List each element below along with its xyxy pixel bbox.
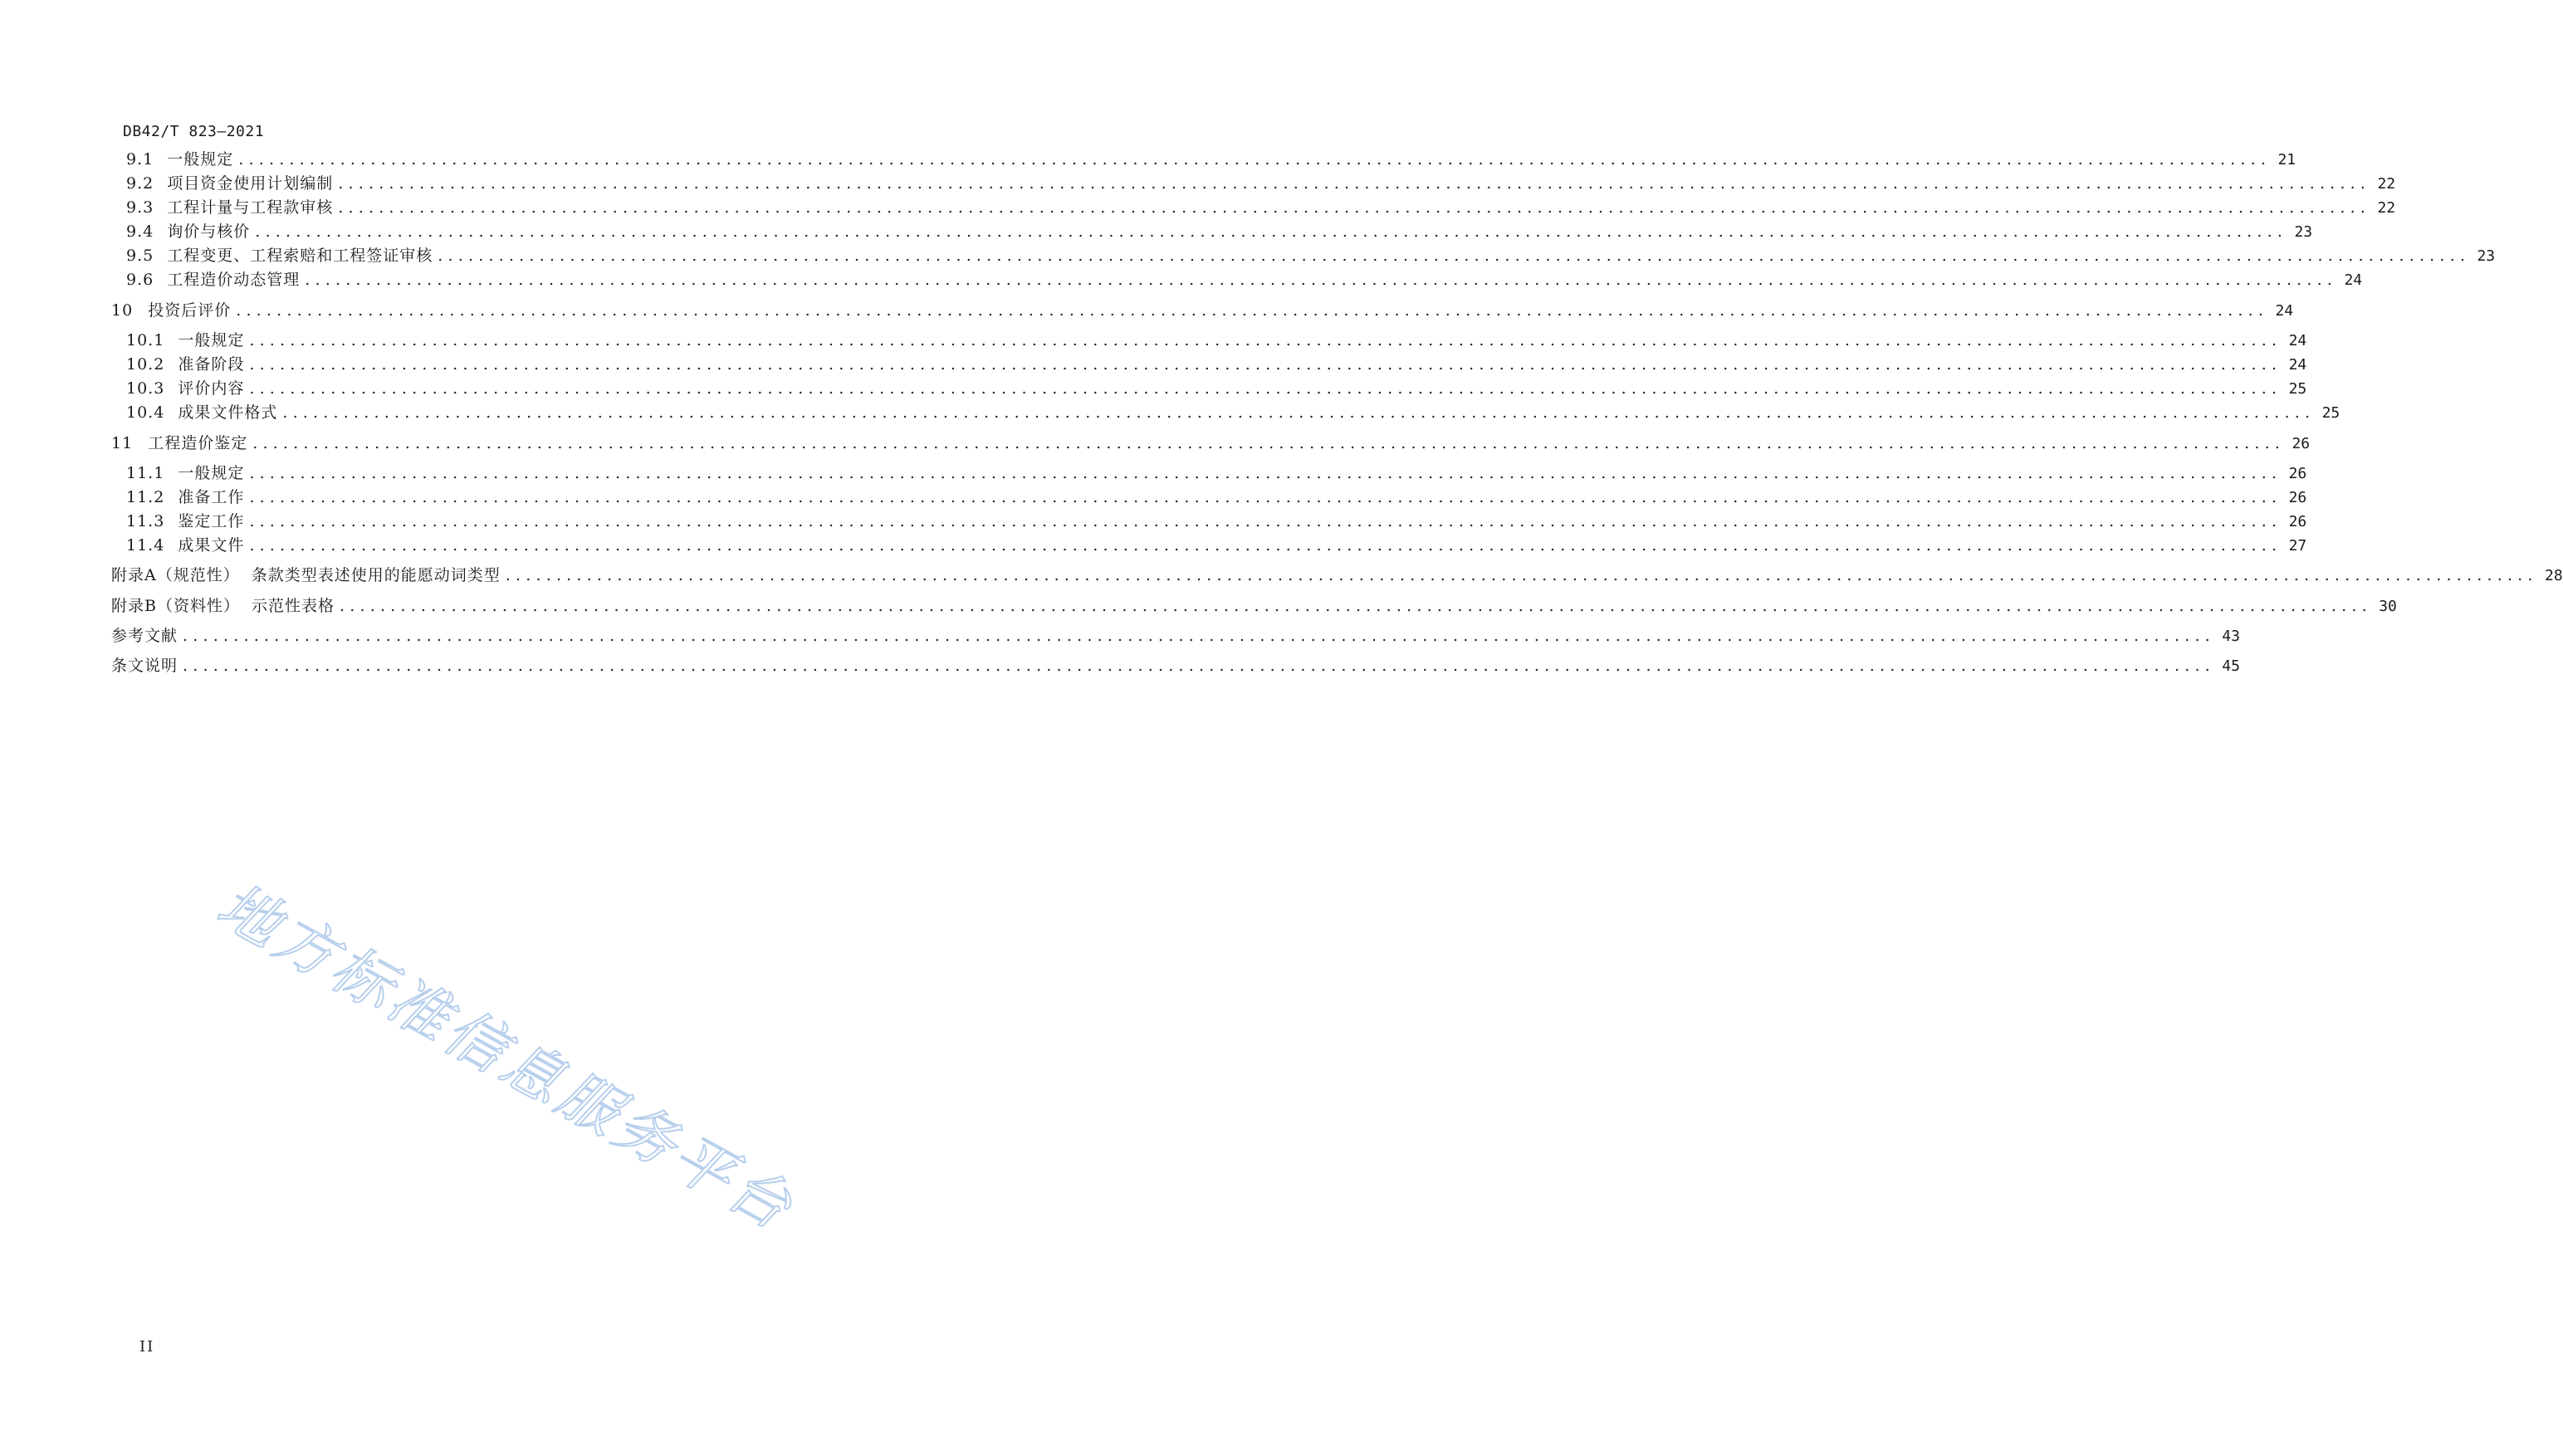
toc-entry-title: 投资后评价: [148, 301, 232, 320]
toc-entry[interactable]: [126, 376, 2307, 401]
toc-leader-dots: ........................................................................................................................................................................................................: [505, 566, 2538, 584]
toc-leader-dots: ........................................................................................................................................................................................................: [338, 174, 2371, 193]
toc-entry-title: 条文说明: [111, 657, 179, 675]
toc-leader-dots: ........................................................................................................................................................................................................: [305, 271, 2338, 289]
toc-entry-title: 成果文件格式: [178, 403, 278, 422]
toc-entry-number: 附录A（规范性）: [111, 566, 240, 584]
toc-entry-page: 26: [2288, 465, 2307, 482]
toc-entry-page: 24: [2344, 271, 2363, 289]
document-code: DB42/T 823—2021: [123, 123, 265, 140]
toc-leader-dots: ........................................................................................................................................................................................................: [249, 355, 2282, 374]
toc-entry[interactable]: [111, 563, 2563, 588]
toc-entry-number: 11.4: [126, 536, 165, 555]
toc-entry-title: 成果文件: [178, 536, 245, 555]
toc-entry[interactable]: [126, 328, 2307, 353]
toc-entry[interactable]: [126, 171, 2396, 196]
toc-entry-page: 24: [2288, 356, 2307, 374]
toc-leader-dots: ........................................................................................................................................................................................................: [339, 597, 2372, 615]
toc-entry-title: 参考文献: [111, 627, 179, 645]
toc-entry-title: 评价内容: [178, 379, 245, 398]
toc-leader-dots: ........................................................................................................................................................................................................: [238, 150, 2272, 169]
toc-entry-title: 工程造价动态管理: [167, 271, 301, 289]
toc-leader-dots: ........................................................................................................................................................................................................: [249, 331, 2282, 349]
toc-entry-page: 22: [2377, 175, 2396, 193]
toc-entry-number: 附录B（资料性）: [111, 597, 240, 615]
toc-entry-title: 一般规定: [178, 464, 245, 482]
toc-entry-page: 23: [2294, 223, 2313, 241]
toc-entry-page: 22: [2377, 199, 2396, 217]
toc-entry[interactable]: [126, 267, 2363, 292]
toc-entry-number: 10.3: [126, 379, 165, 398]
toc-entry-page: 24: [2288, 332, 2307, 349]
toc-entry[interactable]: [111, 431, 2311, 456]
toc-entry-page: 27: [2288, 537, 2307, 555]
page-number: II: [139, 1338, 155, 1356]
toc-entry-page: 43: [2222, 628, 2240, 645]
toc-entry-number: 11.3: [126, 512, 165, 530]
toc-entry-page: 26: [2288, 513, 2307, 530]
toc-entry-page: 26: [2292, 435, 2311, 452]
toc-entry-number: 9.2: [126, 174, 154, 193]
toc-entry[interactable]: [126, 195, 2396, 220]
toc-entry-title: 示范性表格: [251, 597, 335, 615]
toc-entry-title: 条款类型表述使用的能愿动词类型: [251, 566, 501, 584]
toc-leader-dots: ........................................................................................................................................................................................................: [183, 657, 2215, 675]
toc-leader-dots: ........................................................................................................................................................................................................: [249, 536, 2282, 555]
toc-leader-dots: ........................................................................................................................................................................................................: [338, 198, 2371, 217]
toc-entry-title: 鉴定工作: [178, 512, 245, 530]
toc-entry[interactable]: [126, 485, 2307, 510]
toc-leader-dots: ........................................................................................................................................................................................................: [249, 512, 2282, 530]
toc-entry-page: 45: [2222, 657, 2240, 675]
toc-leader-dots: ........................................................................................................................................................................................................: [282, 403, 2316, 422]
toc-entry[interactable]: [126, 147, 2296, 172]
toc-leader-dots: ........................................................................................................................................................................................................: [236, 301, 2269, 320]
toc-entry-title: 准备工作: [178, 488, 245, 506]
toc-entry-number: 9.3: [126, 198, 154, 217]
toc-entry-title: 一般规定: [167, 150, 234, 169]
toc-entry-number: 11: [111, 434, 134, 452]
toc-entry[interactable]: [126, 219, 2313, 244]
toc-entry-number: 11.2: [126, 488, 165, 506]
toc-entry[interactable]: [126, 400, 2340, 425]
toc-entry-number: 9.4: [126, 222, 154, 241]
toc-entry-number: 10.1: [126, 331, 165, 349]
toc-leader-dots: ........................................................................................................................................................................................................: [252, 434, 2286, 452]
toc-entry-page: 25: [2288, 380, 2307, 398]
toc-entry[interactable]: [126, 243, 2496, 268]
toc-entry-page: 23: [2477, 247, 2496, 265]
toc-entry[interactable]: [126, 461, 2307, 486]
toc-entry[interactable]: [126, 352, 2307, 377]
toc-entry[interactable]: [126, 533, 2307, 558]
toc-entry-number: 9.5: [126, 247, 154, 265]
toc-entry-page: 24: [2275, 302, 2294, 320]
toc-leader-dots: ........................................................................................................................................................................................................: [249, 464, 2282, 482]
toc-entry-number: 10.2: [126, 355, 165, 374]
toc-entry[interactable]: [126, 509, 2307, 534]
toc-entry-page: 21: [2277, 151, 2296, 169]
toc-entry[interactable]: [111, 623, 2240, 648]
toc-entry[interactable]: [111, 298, 2294, 323]
toc-entry-number: 10.4: [126, 403, 165, 422]
toc-entry-title: 工程计量与工程款审核: [167, 198, 334, 217]
toc-entry-page: 25: [2321, 404, 2340, 422]
toc-entry-title: 工程变更、工程索赔和工程签证审核: [167, 247, 433, 265]
toc-entry-page: 30: [2379, 598, 2397, 615]
toc-entry-title: 项目资金使用计划编制: [167, 174, 334, 193]
watermark: [177, 838, 824, 1297]
toc-entry-title: 工程造价鉴定: [148, 434, 248, 452]
toc-entry-title: 询价与核价: [167, 222, 251, 241]
toc-entry-number: 10: [111, 301, 134, 320]
toc-entry-page: 26: [2288, 489, 2307, 506]
toc-entry[interactable]: [111, 653, 2240, 678]
toc-entry-title: 一般规定: [178, 331, 245, 349]
toc-leader-dots: ........................................................................................................................................................................................................: [249, 488, 2282, 506]
toc-entry-number: 9.1: [126, 150, 154, 169]
watermark-text: 地方标准信息服务平台: [206, 869, 807, 1245]
toc-leader-dots: ........................................................................................................................................................................................................: [438, 247, 2471, 265]
toc-entry-number: 9.6: [126, 271, 154, 289]
toc-entry-number: 11.1: [126, 464, 165, 482]
toc-leader-dots: ........................................................................................................................................................................................................: [183, 627, 2215, 645]
toc-leader-dots: ........................................................................................................................................................................................................: [255, 222, 2288, 241]
toc-leader-dots: ........................................................................................................................................................................................................: [249, 379, 2282, 398]
toc-entry[interactable]: [111, 594, 2397, 618]
toc-entry-page: 28: [2544, 567, 2563, 584]
toc-entry-title: 准备阶段: [178, 355, 245, 374]
